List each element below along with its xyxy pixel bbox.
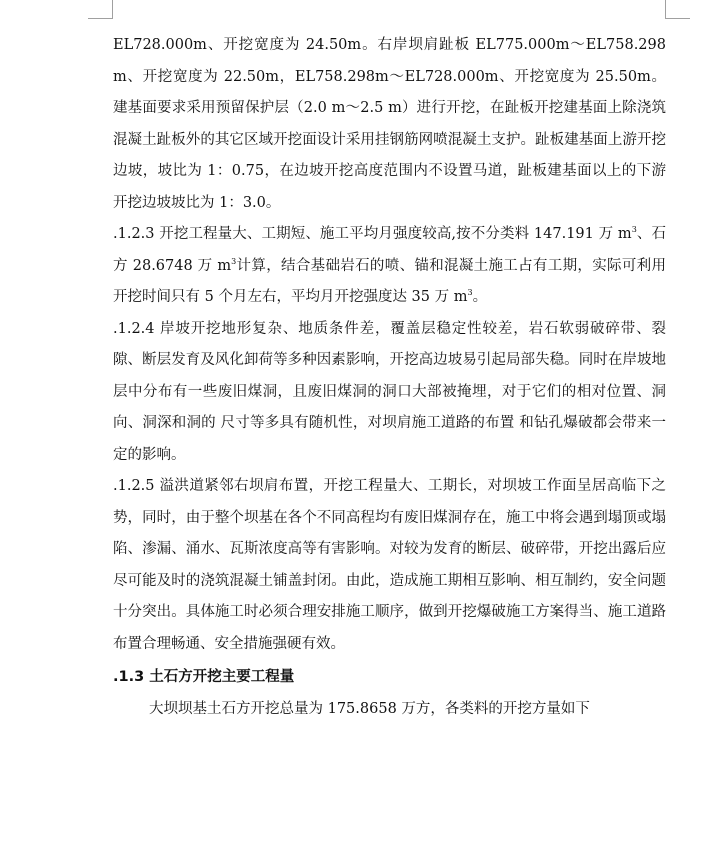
p2-superscript-1: 3	[631, 225, 637, 234]
paragraph-1-2-3-excavation-volume	[113, 219, 666, 314]
paragraph-1-2-5-spillway: .1.2.5 溢洪道紧邻右坝肩布置，开挖工程量大、工期长，对坝坡工作面呈居高临下之势，同时，由于整个坝基在各个不同高程均有废旧煤洞存在，施工中将会遇到塌顶或塌陷、渗漏、涌水、瓦斯浓度高等有害影响。对较为发育的断层、破碎带，开挖出露后应尽可能及时的浇筑混凝土铺盖封闭。由此，造成施工期相互影响、相互制约，安全问题十分突出。具体施工时必须合理安排施工顺序，做到开挖爆破施工方案得当、施工道路布置合理畅通、安全措施强硬有效。	[113, 478, 666, 652]
p2-text-part4: 。	[472, 289, 488, 305]
p2-text-part3: 计算，结合基础岩石的喷、锚和混凝土施工占有工期，实际可利用开挖时间只有 5 个月左右，平均月开挖强度达 35 万 m	[113, 257, 666, 305]
p2-text-part1: .1.2.3 开挖工程量大、工期短、施工平均月强度较高,按不分类料 147.191 万 m	[113, 226, 632, 242]
p2-superscript-2: 3	[231, 256, 237, 266]
margin-corner-mark-right	[665, 0, 690, 19]
paragraph-dam-shoulder-toe-slab: EL728.000m、开挖宽度为 24.50m。右岸坝肩趾板 EL775.000m～EL758.298m、开挖宽度为 22.50m，EL758.298m～EL728.000m、开挖宽度为 25.50m。建基面要求采用预留保护层（2.0 m～2.5 m）进行开挖，在趾板开挖建基面上除浇筑混凝土趾板外的其它区域开挖面设计采用挂钢筋网喷混凝土支护。趾板建基面上游开挖边坡，坡比为 1：0.75，在边坡开挖高度范围内不设置马道，趾板建基面以上的下游开挖边坡坡比为 1：3.0。	[113, 37, 666, 211]
p2-superscript-3: 3	[467, 288, 473, 297]
p2-text-part2: 、石方 28.6748 万 m	[113, 226, 667, 274]
document-body	[113, 30, 666, 726]
paragraph-total-excavation: 大坝坝基土石方开挖总量为 175.8658 万方，各类料的开挖方量如下	[149, 701, 590, 717]
margin-corner-mark-left	[88, 0, 113, 19]
section-heading-1-3: .1.3 土石方开挖主要工程量	[113, 669, 295, 685]
paragraph-1-2-4-slope-geology: .1.2.4 岸坡开挖地形复杂、地质条件差，覆盖层稳定性较差，岩石软弱破碎带、裂隙、断层发育及风化卸荷等多种因素影响，开挖高边坡易引起局部失稳。同时在岸坡地层中分布有一些废旧煤洞，且废旧煤洞的洞口大部被掩埋，对于它们的相对位置、洞向、洞深和洞的 尺寸等多具有随机性，对坝肩施工道路的布置 和钻孔爆破都会带来一定的影响。	[113, 320, 666, 463]
